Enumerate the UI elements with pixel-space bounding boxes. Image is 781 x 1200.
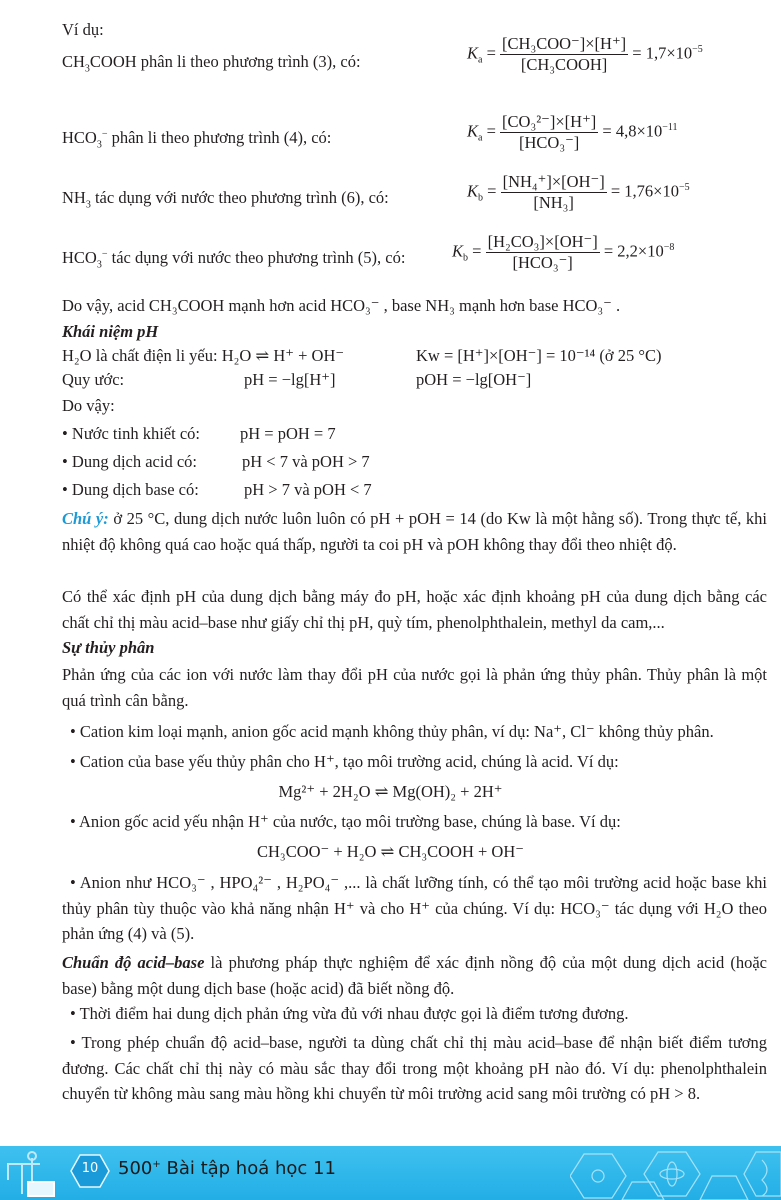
numerator: [CH₃COO⁻]×[H⁺] [502, 34, 627, 53]
circuit-hex-icon [700, 1176, 748, 1200]
page-number: 10 [81, 1161, 99, 1176]
bullet-label-pure-water: • Nước tinh khiết có: [62, 424, 201, 443]
atom-hex-icon [644, 1152, 700, 1196]
science-hexagons-decoration [570, 1146, 781, 1200]
note-label: Chú ý: [62, 509, 109, 528]
numerator: [NH₄⁺]×[OH⁻] [502, 172, 605, 191]
denominator: [CH₃COOH] [520, 55, 608, 74]
poh-definition: pOH = −lg[OH⁻] [416, 370, 532, 389]
hydrolysis-heading: Sự thủy phân [62, 638, 155, 657]
k-exponent: −11 [662, 121, 678, 133]
hydrolysis-bullet-4: • Anion như HCO₃⁻ , HPO₄²⁻ , H₂PO₄⁻ ,... là chất lưỡng tính, có thể tạo môi trường acid hoặc base khi thủy phân tùy thuộc vào khả năng nhận H⁺ và cho H⁺ của chúng. Ví dụ: HCO₃⁻ tác dụng với H₂O theo phản ứng (4) và (5). [62, 873, 767, 943]
label-pre: HCO [62, 128, 97, 147]
label-post: phân li theo phương trình (4), có: [107, 128, 332, 147]
kb-equation-1: $K_b$ = $\frac{\text{[NH₄⁺]×[OH⁻]}}{\text{[NH₃]}}$ = $1,76\times 10^{-5}$ [467, 172, 690, 212]
kw-line: Kw = [H⁺]×[OH⁻] = 10⁻¹⁴ (ở 25 °C) [416, 346, 662, 365]
titration-paragraph [62, 950, 767, 1001]
k-value: = 4,8×10 [602, 121, 663, 141]
book-title [118, 1158, 336, 1179]
lab-equipment-icon [0, 1146, 60, 1200]
water-ionization-line: H₂O là chất điện li yếu: H₂O ⇌ H⁺ + OH⁻ [62, 346, 345, 365]
hydrolysis-intro: Phản ứng của các ion với nước làm thay đổi pH của nước gọi là phản ứng thủy phân. Thủy phân là một quá trình cân bằng. [62, 665, 767, 710]
example-label-1 [62, 52, 361, 75]
k-symbol: K [467, 181, 479, 201]
label-sup: − [101, 248, 108, 260]
fraction [500, 34, 628, 75]
book-title-number: 500 [118, 1158, 153, 1179]
example-label-3 [62, 188, 389, 211]
molecule-hex-icon [570, 1154, 626, 1198]
label-pre: CH [62, 52, 85, 71]
examples-heading: Ví dụ: [62, 20, 104, 39]
convention-label: Quy ước: [62, 370, 125, 389]
measure-paragraph: Có thể xác định pH của dung dịch bằng máy đo pH, hoặc xác định khoảng pH của dung dịch bằng các chất chỉ thị màu acid–base như giấy chỉ thị pH, quỳ tím, phenolphthalein, methyl da cam,... [62, 587, 767, 632]
note-text: ở 25 °C, dung dịch nước luôn luôn có pH + pOH = 14 (do Kw là một hằng số). Trong thực tế, khi nhiệt độ không quá cao hoặc quá thấp, người ta coi pH và pOH không thay đổi theo nhiệt độ. [62, 509, 767, 554]
label-sub: 3 [85, 199, 91, 211]
fraction [500, 112, 598, 153]
bullet-label-base: • Dung dịch base có: [62, 480, 199, 499]
k-subscript: b [463, 252, 469, 264]
ka-equation-2: $K_a$ = $\frac{\text{[CO₃²⁻]×[H⁺]}}{\text{[HCO₃⁻]}}$ = $4,8\times 10^{-11}$ [467, 112, 678, 152]
example-label-4 [62, 248, 406, 271]
titration-definition: là phương pháp thực nghiệm để xác định nồng độ của một dung dịch acid (hoặc base) bằng một dung dịch base (hoặc acid) đã biết nồng độ. [62, 953, 767, 998]
label-sub: 3 [96, 139, 102, 151]
bullet-label-acid: • Dung dịch acid có: [62, 452, 197, 471]
box-hex-icon [622, 1182, 664, 1200]
k-symbol: K [452, 241, 464, 261]
label-post: tác dụng với nước theo phương trình (6), có: [90, 188, 389, 207]
k-exponent: −8 [663, 241, 675, 253]
bullet-value-pure-water: pH = pOH = 7 [240, 424, 336, 443]
hydrolysis-bullet-3: • Anion gốc acid yếu nhận H⁺ của nước, tạo môi trường base, chúng là base. Ví dụ: [70, 812, 621, 831]
k-subscript: a [478, 54, 483, 66]
hydrolysis-equation-1: Mg²⁺ + 2H₂O ⇌ Mg(OH)₂ + 2H⁺ [278, 782, 503, 801]
bullet-value-base: pH > 7 và pOH < 7 [244, 480, 372, 499]
hydrolysis-equation-2: CH₃COO⁻ + H₂O ⇌ CH₃COOH + OH⁻ [257, 842, 524, 861]
denominator: [HCO₃⁻] [519, 133, 580, 152]
k-symbol: K [467, 43, 479, 63]
k-exponent: −5 [692, 43, 703, 55]
k-subscript: a [478, 132, 483, 144]
titration-term: Chuẩn độ acid–base [62, 953, 205, 972]
kb-equation-2: $K_b$ = $\frac{\text{[H₂CO₃]×[OH⁻]}}{\text{[HCO₃⁻]}}$ = $2,2\times 10^{-8}$ [452, 232, 675, 272]
k-value: = 1,76×10 [610, 181, 679, 201]
fraction [486, 232, 600, 273]
hydrolysis-bullet-2: • Cation của base yếu thủy phân cho H⁺, tạo môi trường acid, chúng là acid. Ví dụ: [70, 752, 619, 771]
label-pre: NH [62, 188, 86, 207]
k-value: = 1,7×10 [632, 43, 693, 63]
examples-conclusion: Do vậy, acid CH₃COOH mạnh hơn acid HCO₃⁻ , base NH₃ mạnh hơn base HCO₃⁻ . [62, 296, 621, 315]
label-sub: 3 [96, 259, 102, 271]
ka-equation-1: $K_a$ = $\frac{\text{[CH₃COO⁻]×[H⁺]}}{\text{[CH₃COOH]}}$ = $1,7\times 10^{-5}$ [467, 34, 703, 74]
ph-definition: pH = −lg[H⁺] [244, 370, 336, 389]
fraction [501, 172, 607, 213]
label-post: COOH phân li theo phương trình (3), có: [89, 52, 361, 71]
titration-bullet-2: • Trong phép chuẩn độ acid–base, người ta dùng chất chỉ thị màu acid–base để nhận biết điểm tương đương. Các chất chỉ thị này có màu sắc thay đổi trong một khoảng pH nào đó. Ví dụ: phenolphthalein chuyển từ không màu sang màu hồng khi chuyển từ môi trường acid sang môi trường có pH > 8. [62, 1033, 767, 1103]
note-paragraph [62, 506, 767, 557]
denominator: [HCO₃⁻] [512, 253, 573, 272]
numerator: [CO₃²⁻]×[H⁺] [502, 112, 597, 131]
numerator: [H₂CO₃]×[OH⁻] [487, 232, 598, 251]
k-symbol: K [467, 121, 479, 141]
label-pre: HCO [62, 248, 97, 267]
titration-bullet-1: • Thời điểm hai dung dịch phản ứng vừa đủ với nhau được gọi là điểm tương đương. [70, 1004, 629, 1023]
hydrolysis-bullet-1: • Cation kim loại mạnh, anion gốc acid mạnh không thủy phân, ví dụ: Na⁺, Cl⁻ không thủy phân. [70, 722, 714, 741]
label-post: tác dụng với nước theo phương trình (5), có: [107, 248, 406, 267]
k-exponent: −5 [678, 181, 690, 193]
label-sup: − [101, 128, 108, 140]
k-subscript: b [478, 192, 484, 204]
ph-section-heading: Khái niệm pH [62, 322, 159, 341]
label-sub: 3 [84, 63, 90, 75]
book-title-text: Bài tập hoá học 11 [160, 1158, 336, 1179]
bullet-value-acid: pH < 7 và pOH > 7 [242, 452, 370, 471]
denominator: [NH₃] [533, 193, 574, 212]
therefore-label: Do vậy: [62, 396, 115, 415]
page-footer [0, 1146, 781, 1200]
book-title-plus: + [152, 1159, 161, 1170]
example-label-2 [62, 128, 332, 151]
k-value: = 2,2×10 [603, 241, 664, 261]
dna-hex-icon [744, 1152, 781, 1196]
